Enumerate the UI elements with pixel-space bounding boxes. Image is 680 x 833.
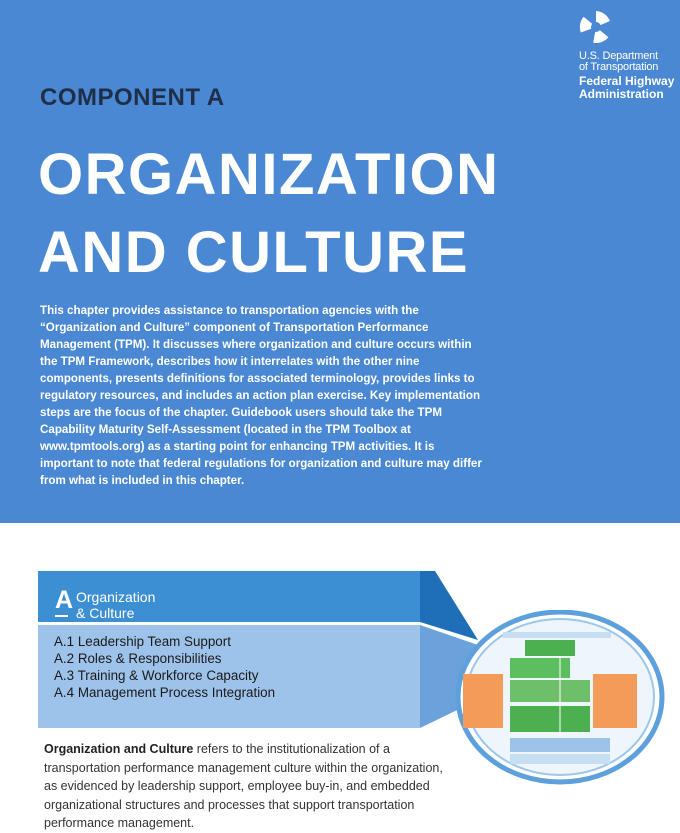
- banner-title-line-1: Organization: [76, 589, 156, 605]
- list-item: A.3 Training & Workforce Capacity: [54, 668, 259, 683]
- logo-line-3: Federal Highway: [579, 74, 675, 88]
- component-letter: A: [55, 586, 74, 614]
- component-label: COMPONENT A: [40, 84, 225, 111]
- title-line-1: ORGANIZATION: [38, 142, 500, 207]
- component-letter-underline: [55, 615, 68, 617]
- logo-line-1: U.S. Department: [579, 50, 658, 62]
- definition-term: Organization and Culture: [44, 742, 194, 756]
- title-line-2: AND CULTURE: [38, 220, 470, 285]
- list-item: A.4 Management Process Integration: [54, 685, 276, 700]
- definition-paragraph: [44, 740, 444, 833]
- tpm-framework-diagram: [455, 610, 665, 785]
- intro-paragraph: This chapter provides assistance to transportation agencies with the “Organization and Culture” component of Transportation Performance Management (TPM). It discusses where organization and culture occurs within the TPM Framework, describes how it interrelates with the other nine components, presents definitions for associated terminology, provides links to regulatory resources, and includes an action plan exercise. Key implementation steps are the focus of the chapter. Guidebook users should take the TPM Capability Maturity Self-Assessment (located in the TPM Toolbox at www.tpmtools.org) as a starting point for enhancing TPM activities. It is important to note that federal regulations for organization and culture may differ from what is included in this chapter.: [40, 304, 482, 487]
- logo-line-4: Administration: [579, 87, 664, 101]
- subcomponent-list: [38, 625, 420, 728]
- list-item: A.2 Roles & Responsibilities: [54, 651, 222, 666]
- definition-text: refers to the institutionalization of a transportation performance management culture within the organization, as evidenced by leadership support, employee buy-in, and embedded organizational structures and processes that support transportation performance management.: [44, 742, 443, 830]
- logo-line-2: of Transportation: [579, 61, 659, 73]
- banner-title-line-2: & Culture: [76, 605, 135, 621]
- list-item: A.1 Leadership Team Support: [54, 634, 231, 649]
